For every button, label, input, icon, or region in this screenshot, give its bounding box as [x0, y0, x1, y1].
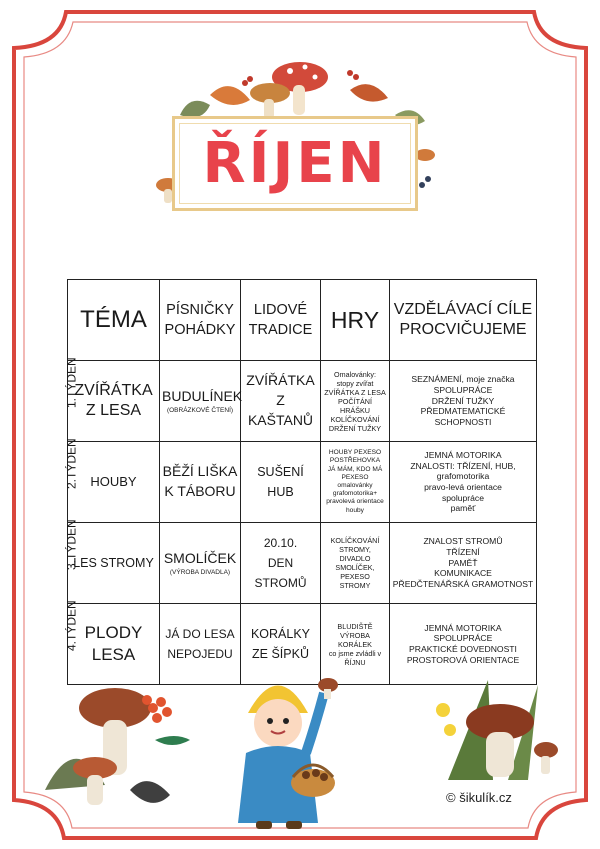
weekly-plan-table [64, 279, 537, 685]
topic-cell: 1.TÝDEN ZVÍŘÁTKA Z LESA [68, 361, 160, 442]
leaf-icon [155, 736, 190, 745]
games-cell: Omalovánky: stopy zvířat ZVÍŘÁTKA Z LESA POČÍTÁNÍ HRÁŠKU KOLÍČKOVÁNÍ DRŽENÍ TUŽKY [321, 361, 390, 442]
title-box [172, 116, 418, 211]
tradition-cell: ZVÍŘÁTKA Z KAŠTANŮ [241, 361, 321, 442]
week-label: 1.TÝDEN [64, 357, 79, 408]
tradition-cell: 20.10. DEN STROMŮ [241, 523, 321, 604]
goals-cell: JEMNÁ MOTORIKA ZNALOSTI: TŘÍZENÍ, HUB, grafomotorika pravo-levá orientace spolupráce paměť [390, 442, 537, 523]
flower-icon [436, 703, 450, 717]
goals-cell: ZNALOST STROMŮ TŘÍZENÍ PAMĚŤ KOMUNIKACE PŘEDČTENÁŘSKÁ GRAMOTNOST [390, 523, 537, 604]
gnome-face [254, 699, 302, 747]
copyright-text: © šikulík.cz [446, 790, 512, 805]
games-cell: HOUBY PEXESO POSTŘEHOVKA JÁ MÁM, KDO MÁ PEXESO omalovánky grafomotorika+ pravolevá orientace houby [321, 442, 390, 523]
header-tradice: LIDOVÉ TRADICE [241, 280, 321, 361]
header-pisnicky: PÍSNIČKY POHÁDKY [160, 280, 241, 361]
header-hry: HRY [321, 280, 390, 361]
table-row [68, 442, 537, 523]
pinecone-icon [130, 781, 170, 803]
games-cell: KOLÍČKOVÁNÍ STROMY, DIVADLO SMOLÍČEK, PEXESO STROMY [321, 523, 390, 604]
goals-cell: JEMNÁ MOTORIKA SPOLUPRÁCE PRAKTICKÉ DOVEDNOSTI PROSTOROVÁ ORIENTACE [390, 604, 537, 685]
gnome-with-basket [228, 665, 348, 835]
header-cile: VZDĚLÁVACÍ CÍLE PROCVIČUJEME [390, 280, 537, 361]
song-cell: BĚŽÍ LIŠKA K TÁBORU [160, 442, 241, 523]
games-cell: BLUDIŠTĚ VÝROBA KORÁLEK co jsme zvládli v ŘÍJNU [321, 604, 390, 685]
mushroom-illustration-right [428, 670, 568, 795]
week-label: 2.TÝDEN [64, 438, 79, 489]
table-header-row [68, 280, 537, 361]
topic-cell: 4.TÝDEN PLODY LESA [68, 604, 160, 685]
topic-cell: 3.TÝDEN LES STROMY [68, 523, 160, 604]
topic-cell: 2.TÝDEN HOUBY [68, 442, 160, 523]
tradition-cell: SUŠENÍ HUB [241, 442, 321, 523]
goals-cell: SEZNÁMENÍ, moje značka SPOLUPRÁCE DRŽENÍ TUŽKY PŘEDMATEMATICKÉ SCHOPNOSTI [390, 361, 537, 442]
table-row [68, 523, 537, 604]
header-tema: TÉMA [68, 280, 160, 361]
song-cell: JÁ DO LESA NEPOJEDU [160, 604, 241, 685]
tradition-cell: KORÁLKY ZE ŠÍPKŮ [241, 604, 321, 685]
mushroom-illustration-left [35, 680, 200, 815]
table-row [68, 361, 537, 442]
page-title: ŘÍJEN [202, 131, 388, 196]
song-cell: BUDULÍNEK (OBRÁZKOVÉ ČTENÍ) [160, 361, 241, 442]
week-label: 3.TÝDEN [64, 519, 79, 570]
mushroom-icon [250, 83, 290, 119]
week-label: 4.TÝDEN [64, 600, 79, 651]
mushroom-icon [534, 742, 558, 758]
song-cell: SMOLÍČEK (VÝROBA DIVADLA) [160, 523, 241, 604]
